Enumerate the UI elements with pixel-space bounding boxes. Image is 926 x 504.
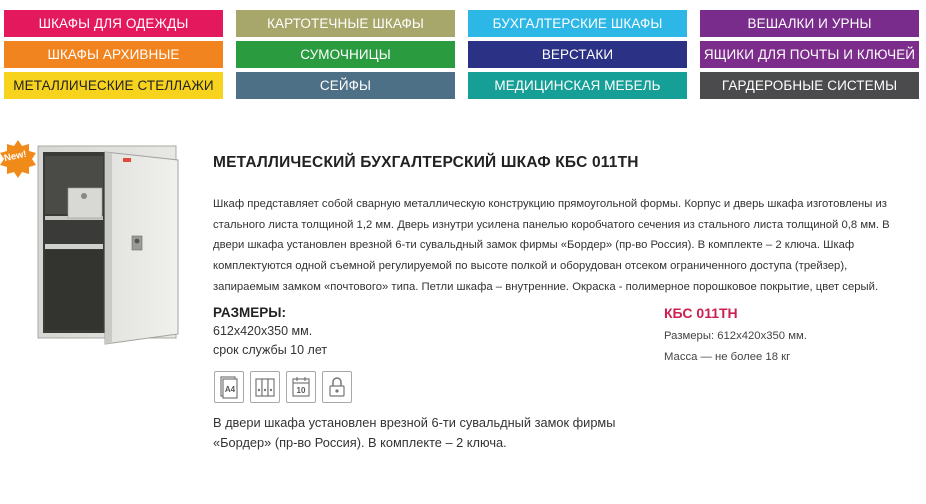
- svg-text:10: 10: [296, 386, 306, 395]
- category-button[interactable]: ШКАФЫ ДЛЯ ОДЕЖДЫ: [4, 10, 223, 37]
- category-button[interactable]: МЕТАЛЛИЧЕСКИЕ СТЕЛЛАЖИ: [4, 72, 223, 99]
- new-badge: New!: [3, 148, 28, 165]
- category-menu: [4, 10, 919, 99]
- sizes-value: 612х420х350 мм.: [213, 324, 313, 338]
- category-button[interactable]: СЕЙФЫ: [236, 72, 455, 99]
- category-button[interactable]: КАРТОТЕЧНЫЕ ШКАФЫ: [236, 10, 455, 37]
- category-button[interactable]: ВЕШАЛКИ И УРНЫ: [700, 10, 919, 37]
- product-description: Шкаф представляет собой сварную металлическую конструкцию прямоугольной формы. Корпус и дверь шкафа изготовлены из стального листа толщиной 1,2 мм. Дверь изнутри усилена панелью коробчатого сечения из стального листа толщиной 0,8 мм. В двери шкафа установлен врезной 6-ти сувальдный замок фирмы «Бордер» (пр-во Россия). В комплекте – 2 ключа. Шкаф комплектуются одной съемной регулируемой по высоте полкой и оборудован отсеком ограниченного доступа (трейзер), запираемым замком «почтового» типа. Петли шкафа – внутренние. Окраска - полимерное порошковое покрытие, цвет серый.: [213, 198, 890, 293]
- product-title: МЕТАЛЛИЧЕСКИЙ БУХГАЛТЕРСКИЙ ШКАФ КБС 011ТН: [213, 154, 639, 171]
- category-button[interactable]: ШКАФЫ АРХИВНЫЕ: [4, 41, 223, 68]
- feature-icons: [214, 371, 352, 403]
- model-mass: Масса — не более 18 кг: [664, 351, 791, 363]
- category-button[interactable]: БУХГАЛТЕРСКИЕ ШКАФЫ: [468, 10, 687, 37]
- category-button[interactable]: СУМОЧНИЦЫ: [236, 41, 455, 68]
- category-button[interactable]: ВЕРСТАКИ: [468, 41, 687, 68]
- binders-icon: [250, 371, 280, 403]
- lock-note: В двери шкафа установлен врезной 6-ти сувальдный замок фирмы «Бордер» (пр-во Россия). В комплекте – 2 ключа.: [213, 415, 616, 450]
- category-button[interactable]: ЯЩИКИ ДЛЯ ПОЧТЫ И КЛЮЧЕЙ: [700, 41, 919, 68]
- calendar-10-icon: [286, 371, 316, 403]
- svg-text:A4: A4: [224, 385, 236, 394]
- model-name: КБС 011ТН: [664, 305, 738, 321]
- model-sizes: Размеры: 612х420х350 мм.: [664, 330, 807, 342]
- service-life: срок службы 10 лет: [213, 343, 328, 357]
- category-button[interactable]: ГАРДЕРОБНЫЕ СИСТЕМЫ: [700, 72, 919, 99]
- category-button[interactable]: МЕДИЦИНСКАЯ МЕБЕЛЬ: [468, 72, 687, 99]
- a4-format-icon: [214, 371, 244, 403]
- sizes-heading: РАЗМЕРЫ:: [213, 305, 286, 320]
- lock-icon: [322, 371, 352, 403]
- product-image: [0, 138, 200, 350]
